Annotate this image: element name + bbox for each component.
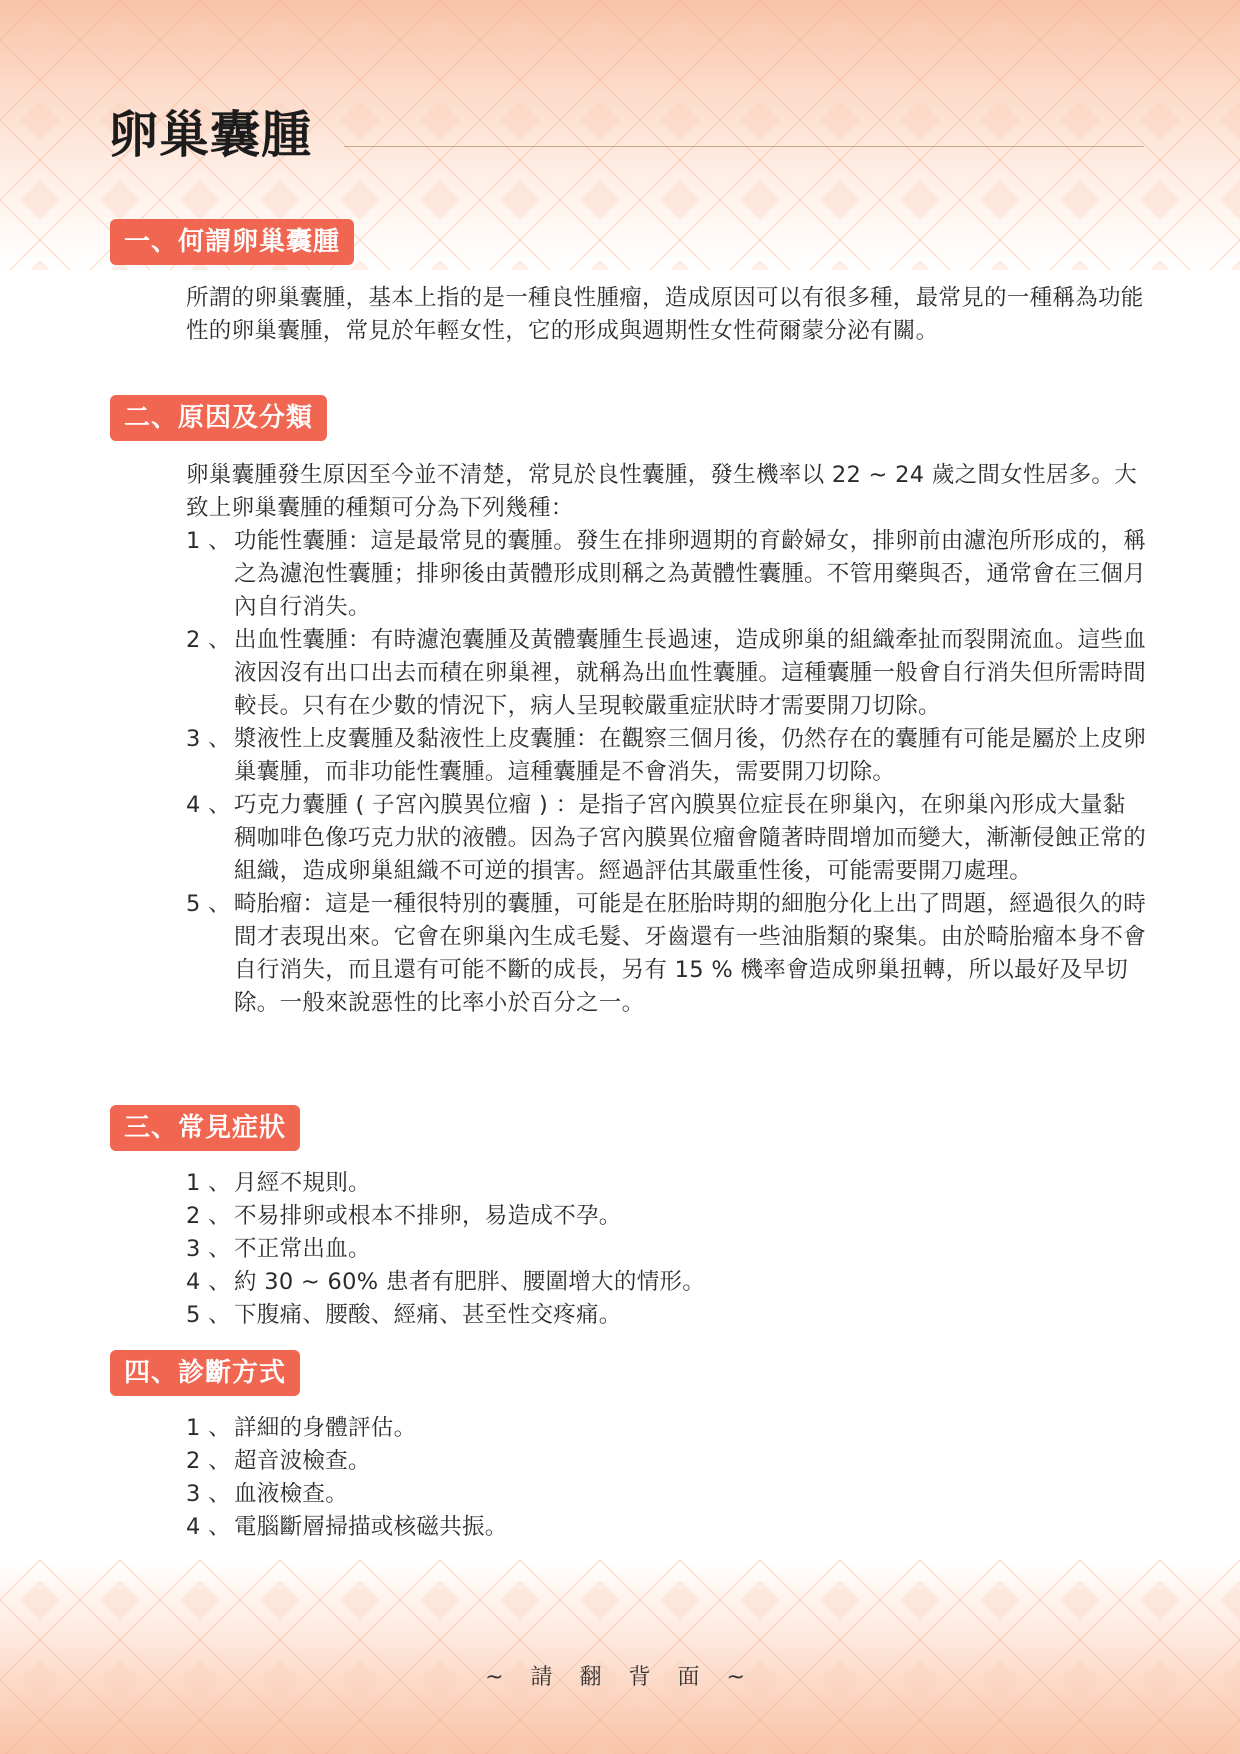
list-item: [186, 1266, 1146, 1299]
footer-decoration: [0, 1560, 1240, 1754]
list-item: [186, 789, 1146, 888]
section-heading-diagnosis: 四、診斷方式: [110, 1350, 300, 1396]
cause-list: [186, 525, 1146, 1020]
list-item: [186, 1167, 1146, 1200]
list-item-text: 約 30 ~ 60% 患者有肥胖、腰圍增大的情形。: [234, 1269, 706, 1295]
diamond-pattern: [0, 1560, 1240, 1754]
page-title: 卵巢囊腫: [108, 106, 312, 164]
list-item: [186, 1299, 1146, 1332]
title-divider: [344, 146, 1144, 147]
list-item-text: 不正常出血。: [234, 1236, 371, 1262]
list-item-text: 詳細的身體評估。: [234, 1415, 417, 1441]
list-item-number: 4 、: [186, 1269, 231, 1295]
list-item-text: 畸胎瘤：這是一種很特別的囊腫，可能是在胚胎時期的細胞分化上出了問題，經過很久的時間才表現出來。它會在卵巢內生成毛髮、牙齒還有一些油脂類的聚集。由於畸胎瘤本身不會自行消失，而且還有可能不斷的成長，另有 15 % 機率會造成卵巢扭轉，所以最好及早切除。一般來說惡性的比率小於百分之一。: [234, 891, 1147, 1016]
list-item-number: 1 、: [186, 1415, 231, 1441]
list-item-text: 不易排卵或根本不排卵，易造成不孕。: [234, 1203, 622, 1229]
list-item: [186, 1233, 1146, 1266]
list-item: [186, 1478, 1146, 1511]
list-item: [186, 1200, 1146, 1233]
list-item-text: 超音波檢查。: [234, 1448, 371, 1474]
list-item-text: 電腦斷層掃描或核磁共振。: [234, 1514, 508, 1540]
list-item: [186, 525, 1146, 624]
list-item-text: 血液檢查。: [234, 1481, 349, 1507]
turn-page-note: ~ 請 翻 背 面 ~: [485, 1665, 755, 1690]
list-item-number: 3 、: [186, 1236, 231, 1262]
list-item: [186, 1412, 1146, 1445]
list-item-text: 功能性囊腫：這是最常見的囊腫。發生在排卵週期的育齡婦女，排卵前由濾泡所形成的，稱之為濾泡性囊腫；排卵後由黃體形成則稱之為黃體性囊腫。不管用藥與否，通常會在三個月內自行消失。: [234, 528, 1147, 620]
list-item: [186, 723, 1146, 789]
diagnosis-list: [186, 1412, 1146, 1544]
section-paragraph-causes: 卵巢囊腫發生原因至今並不清楚，常見於良性囊腫，發生機率以 22 ~ 24 歲之間女性居多。大致上卵巢囊腫的種類可分為下列幾種：: [186, 462, 1138, 521]
section-heading-symptoms: 三、常見症狀: [110, 1105, 300, 1151]
section-heading-definition: 一、何謂卵巢囊腫: [110, 219, 354, 265]
title-row: [108, 100, 1144, 170]
list-item-number: 4 、: [186, 1514, 231, 1540]
list-item-number: 5 、: [186, 891, 231, 917]
symptom-list: [186, 1167, 1146, 1332]
list-item-text: 巧克力囊腫 ( 子宮內膜異位瘤 ) ：是指子宮內膜異位症長在卵巢內，在卵巢內形成大量黏稠咖啡色像巧克力狀的液體。因為子宮內膜異位瘤會隨著時間增加而變大，漸漸侵蝕正常的組織，造成卵巢組織不可逆的損害。經過評估其嚴重性後，可能需要開刀處理。: [234, 792, 1147, 884]
list-item-text: 月經不規則。: [234, 1170, 371, 1196]
list-item-number: 3 、: [186, 1481, 231, 1507]
list-item: [186, 888, 1146, 1020]
list-item-number: 2 、: [186, 1203, 231, 1229]
list-item-number: 5 、: [186, 1302, 231, 1328]
section-heading-causes: 二、原因及分類: [110, 395, 327, 441]
list-item: [186, 1511, 1146, 1544]
list-item-text: 漿液性上皮囊腫及黏液性上皮囊腫：在觀察三個月後，仍然存在的囊腫有可能是屬於上皮卵巢囊腫，而非功能性囊腫。這種囊腫是不會消失，需要開刀切除。: [234, 726, 1147, 785]
list-item: [186, 624, 1146, 723]
list-item: [186, 1445, 1146, 1478]
list-item-number: 3 、: [186, 726, 231, 752]
list-item-number: 4 、: [186, 792, 231, 818]
list-item-number: 2 、: [186, 1448, 231, 1474]
section-paragraph-definition: 所謂的卵巢囊腫，基本上指的是一種良性腫瘤，造成原因可以有很多種，最常見的一種稱為功能性的卵巢囊腫，常見於年輕女性，它的形成與週期性女性荷爾蒙分泌有關。: [186, 285, 1144, 344]
list-item-number: 1 、: [186, 528, 231, 554]
list-item-text: 下腹痛、腰酸、經痛、甚至性交疼痛。: [234, 1302, 622, 1328]
list-item-text: 出血性囊腫：有時濾泡囊腫及黃體囊腫生長過速，造成卵巢的組織牽扯而裂開流血。這些血液因沒有出口出去而積在卵巢裡，就稱為出血性囊腫。這種囊腫一般會自行消失但所需時間較長。只有在少數的情況下，病人呈現較嚴重症狀時才需要開刀切除。: [234, 627, 1147, 719]
list-item-number: 2 、: [186, 627, 231, 653]
list-item-number: 1 、: [186, 1170, 231, 1196]
